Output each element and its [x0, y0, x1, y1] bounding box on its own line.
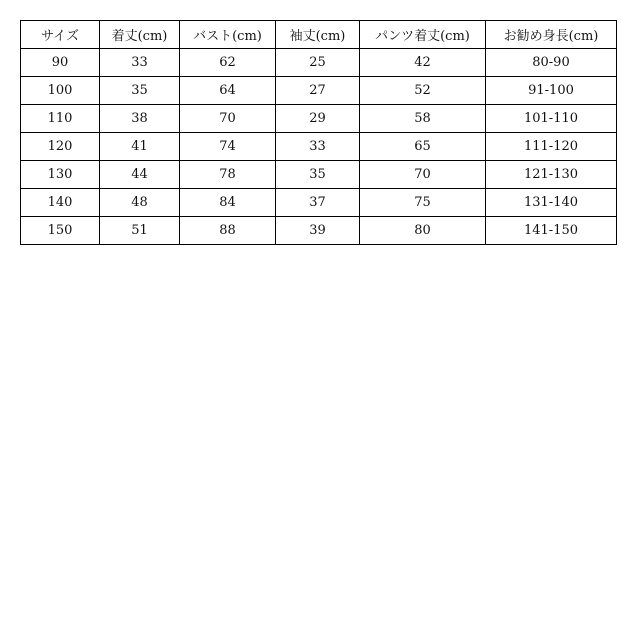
table-header-row: [21, 21, 617, 49]
table-row: [21, 217, 617, 245]
cell-pants-length: 42: [360, 49, 486, 77]
cell-bust: 88: [180, 217, 276, 245]
cell-size: 120: [21, 133, 100, 161]
cell-recommended-height: 111-120: [486, 133, 617, 161]
cell-pants-length: 58: [360, 105, 486, 133]
cell-bust: 84: [180, 189, 276, 217]
cell-length: 41: [100, 133, 180, 161]
cell-recommended-height: 101-110: [486, 105, 617, 133]
header-recommended-height: お勧め身長(cm): [486, 21, 617, 49]
cell-sleeve: 39: [276, 217, 360, 245]
cell-length: 38: [100, 105, 180, 133]
cell-size: 100: [21, 77, 100, 105]
cell-size: 90: [21, 49, 100, 77]
size-chart-table: [20, 20, 617, 245]
cell-sleeve: 33: [276, 133, 360, 161]
header-size: サイズ: [21, 21, 100, 49]
table-row: [21, 189, 617, 217]
cell-sleeve: 25: [276, 49, 360, 77]
cell-pants-length: 75: [360, 189, 486, 217]
cell-recommended-height: 141-150: [486, 217, 617, 245]
cell-size: 150: [21, 217, 100, 245]
cell-size: 140: [21, 189, 100, 217]
table-row: [21, 49, 617, 77]
cell-pants-length: 70: [360, 161, 486, 189]
header-length: 着丈(cm): [100, 21, 180, 49]
cell-length: 48: [100, 189, 180, 217]
table-row: [21, 161, 617, 189]
table-row: [21, 105, 617, 133]
cell-size: 110: [21, 105, 100, 133]
cell-pants-length: 52: [360, 77, 486, 105]
cell-length: 51: [100, 217, 180, 245]
table-row: [21, 133, 617, 161]
cell-length: 33: [100, 49, 180, 77]
cell-size: 130: [21, 161, 100, 189]
cell-pants-length: 65: [360, 133, 486, 161]
cell-length: 44: [100, 161, 180, 189]
cell-recommended-height: 131-140: [486, 189, 617, 217]
header-pants-length: パンツ着丈(cm): [360, 21, 486, 49]
cell-sleeve: 37: [276, 189, 360, 217]
cell-recommended-height: 121-130: [486, 161, 617, 189]
cell-sleeve: 27: [276, 77, 360, 105]
header-sleeve: 袖丈(cm): [276, 21, 360, 49]
table-row: [21, 77, 617, 105]
cell-bust: 62: [180, 49, 276, 77]
cell-bust: 78: [180, 161, 276, 189]
cell-bust: 64: [180, 77, 276, 105]
cell-recommended-height: 91-100: [486, 77, 617, 105]
header-bust: バスト(cm): [180, 21, 276, 49]
cell-bust: 74: [180, 133, 276, 161]
cell-bust: 70: [180, 105, 276, 133]
cell-length: 35: [100, 77, 180, 105]
cell-pants-length: 80: [360, 217, 486, 245]
cell-sleeve: 29: [276, 105, 360, 133]
cell-sleeve: 35: [276, 161, 360, 189]
cell-recommended-height: 80-90: [486, 49, 617, 77]
